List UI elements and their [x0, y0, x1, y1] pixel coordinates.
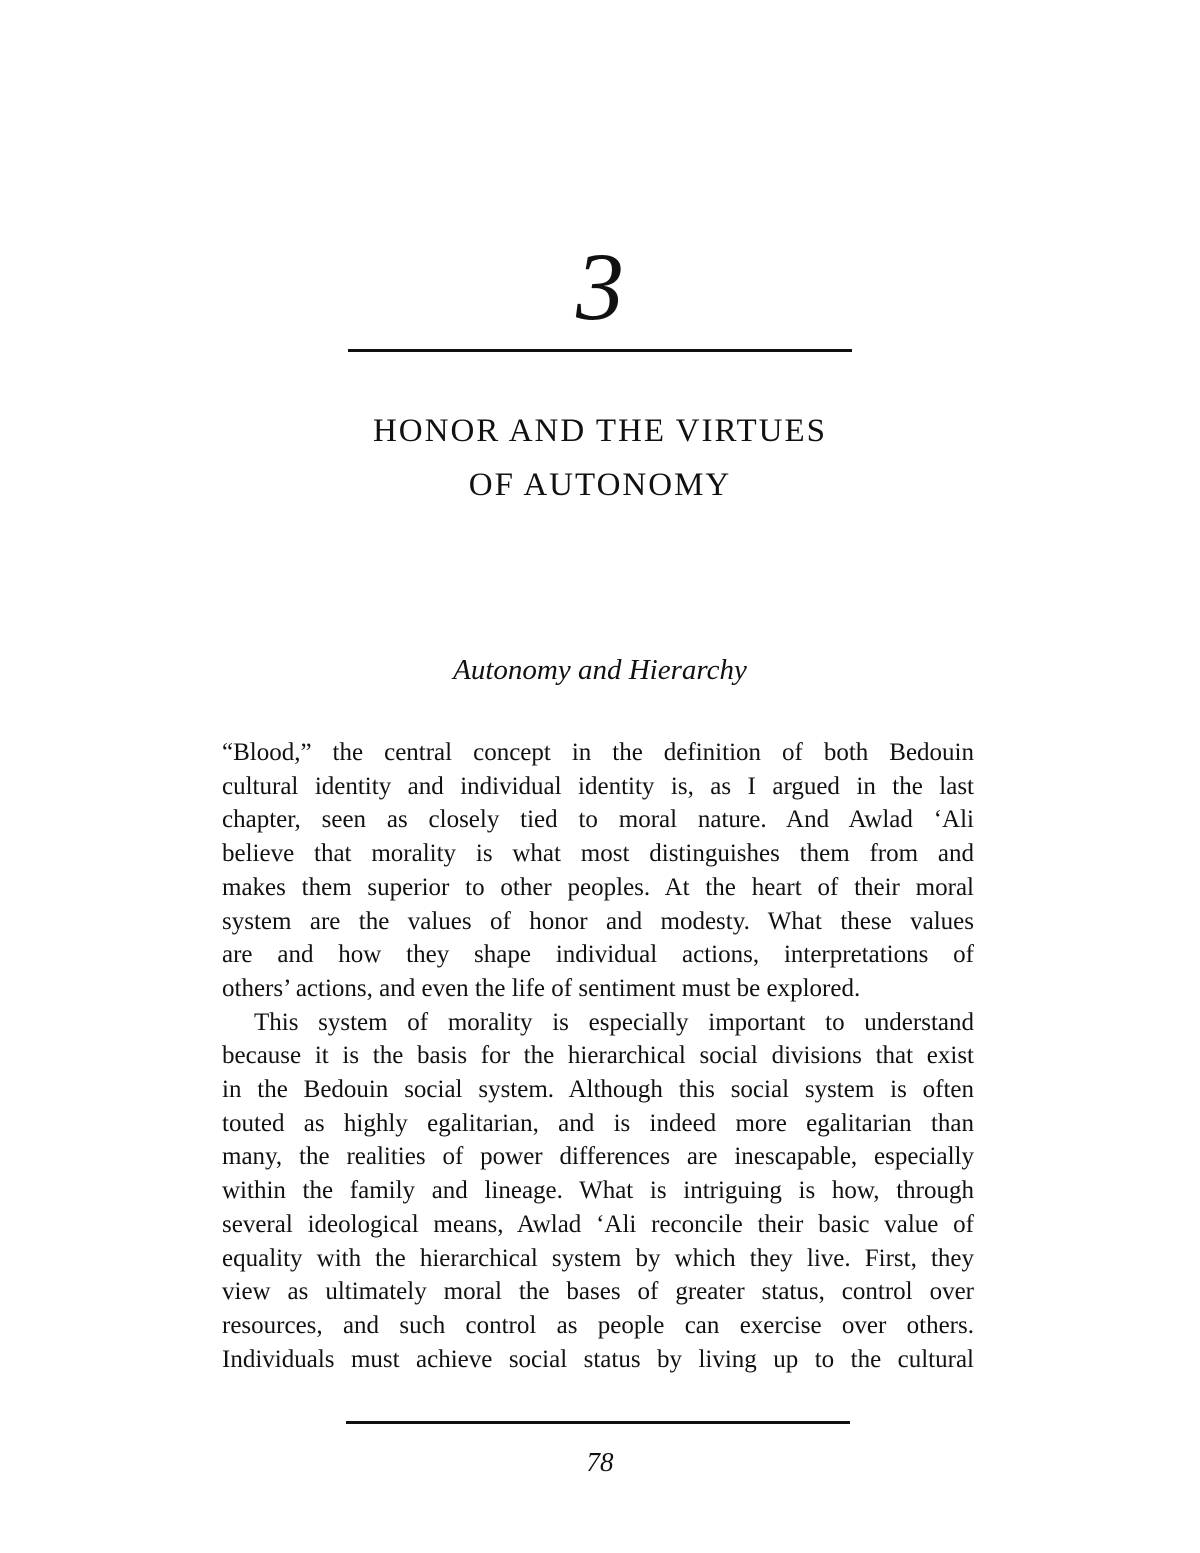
text-line: view as ultimately moral the bases of greater status, control over — [222, 1278, 974, 1306]
page-number: 78 — [586, 1447, 614, 1477]
chapter-title — [0, 404, 1200, 512]
chapter-title-line-1: HONOR AND THE VIRTUES — [372, 413, 828, 449]
paragraph-1 — [222, 736, 974, 1006]
text-line: Individuals must achieve social status by living up to the cultural — [222, 1345, 974, 1373]
text-line: within the family and lineage. What is intriguing is how, through — [222, 1177, 974, 1205]
body-text — [222, 736, 974, 1376]
text-line: system are the values of honor and modesty. What these values — [222, 907, 974, 935]
text-line: chapter, seen as closely tied to moral nature. And Awlad ‘Ali — [222, 806, 974, 834]
text-line: This system of morality is especially important to understand — [254, 1008, 974, 1036]
text-line: in the Bedouin social system. Although this social system is often — [222, 1076, 974, 1104]
paragraph-2 — [222, 1006, 974, 1377]
text-line: many, the realities of power differences are inescapable, especially — [222, 1143, 974, 1171]
text-line: touted as highly egalitarian, and is indeed more egalitarian than — [222, 1109, 974, 1137]
text-line: equality with the hierarchical system by which they live. First, they — [222, 1244, 974, 1272]
text-line: makes them superior to other peoples. At the heart of their moral — [222, 873, 974, 901]
bottom-rule — [346, 1421, 850, 1424]
top-rule — [348, 349, 852, 352]
text-line: because it is the basis for the hierarchical social divisions that exist — [222, 1042, 974, 1070]
text-line: several ideological means, Awlad ‘Ali reconcile their basic value of — [222, 1210, 974, 1238]
text-line: resources, and such control as people can exercise over others. — [222, 1311, 974, 1339]
chapter-title-line-2: OF AUTONOMY — [468, 467, 732, 503]
text-line: cultural identity and individual identity is, as I argued in the last — [222, 772, 974, 800]
text-line: believe that morality is what most distinguishes them from and — [222, 840, 974, 868]
text-line: others’ actions, and even the life of sentiment must be explored. — [222, 974, 861, 1002]
text-line: are and how they shape individual actions, interpretations of — [222, 941, 974, 969]
text-line: “Blood,” the central concept in the definition of both Bedouin — [222, 739, 974, 766]
chapter-number: 3 — [576, 233, 624, 340]
section-heading: Autonomy and Hierarchy — [453, 654, 747, 686]
